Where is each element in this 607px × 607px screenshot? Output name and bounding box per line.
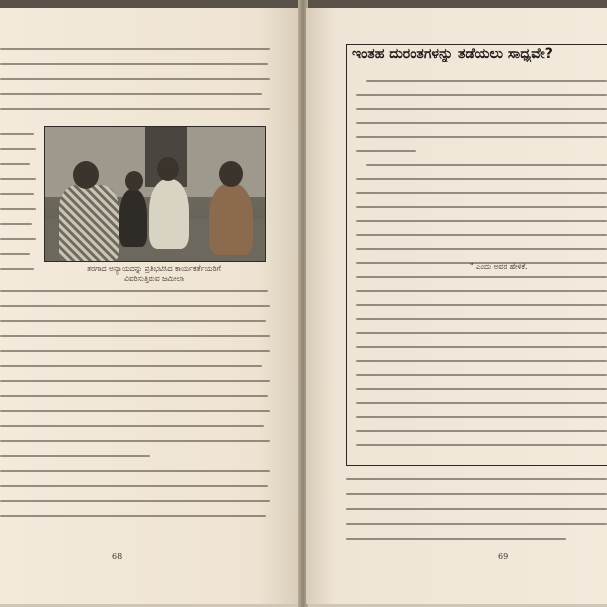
- boxed-article-heading: ಇಂತಹ ದುರಂತಗಳನ್ನು ತಡೆಯಲು ಸಾಧ್ಯವೇ?: [352, 46, 553, 62]
- photo-caption-line-1: ತರಗಾದ ಅನ್ಯಾಯದನ್ನು ಪ್ರತಿಭಟಿಸಿದ ಕಾರ್ಯಕರ್ತೆಯರಿಗೆ: [87, 264, 221, 273]
- photo-caption-line-2: ವಿವರಿಸುತ್ತಿರುವ ಜಮೀಲಾ: [123, 274, 185, 283]
- photo-women-meeting: [44, 126, 266, 262]
- left-page-number: 68: [112, 552, 123, 561]
- photo-caption: [44, 264, 264, 284]
- right-page-number: 69: [498, 552, 509, 561]
- boxed-article-quote-end: " ಎಂದು ಅವರ ಹೇಳಿಕೆ.: [470, 262, 528, 271]
